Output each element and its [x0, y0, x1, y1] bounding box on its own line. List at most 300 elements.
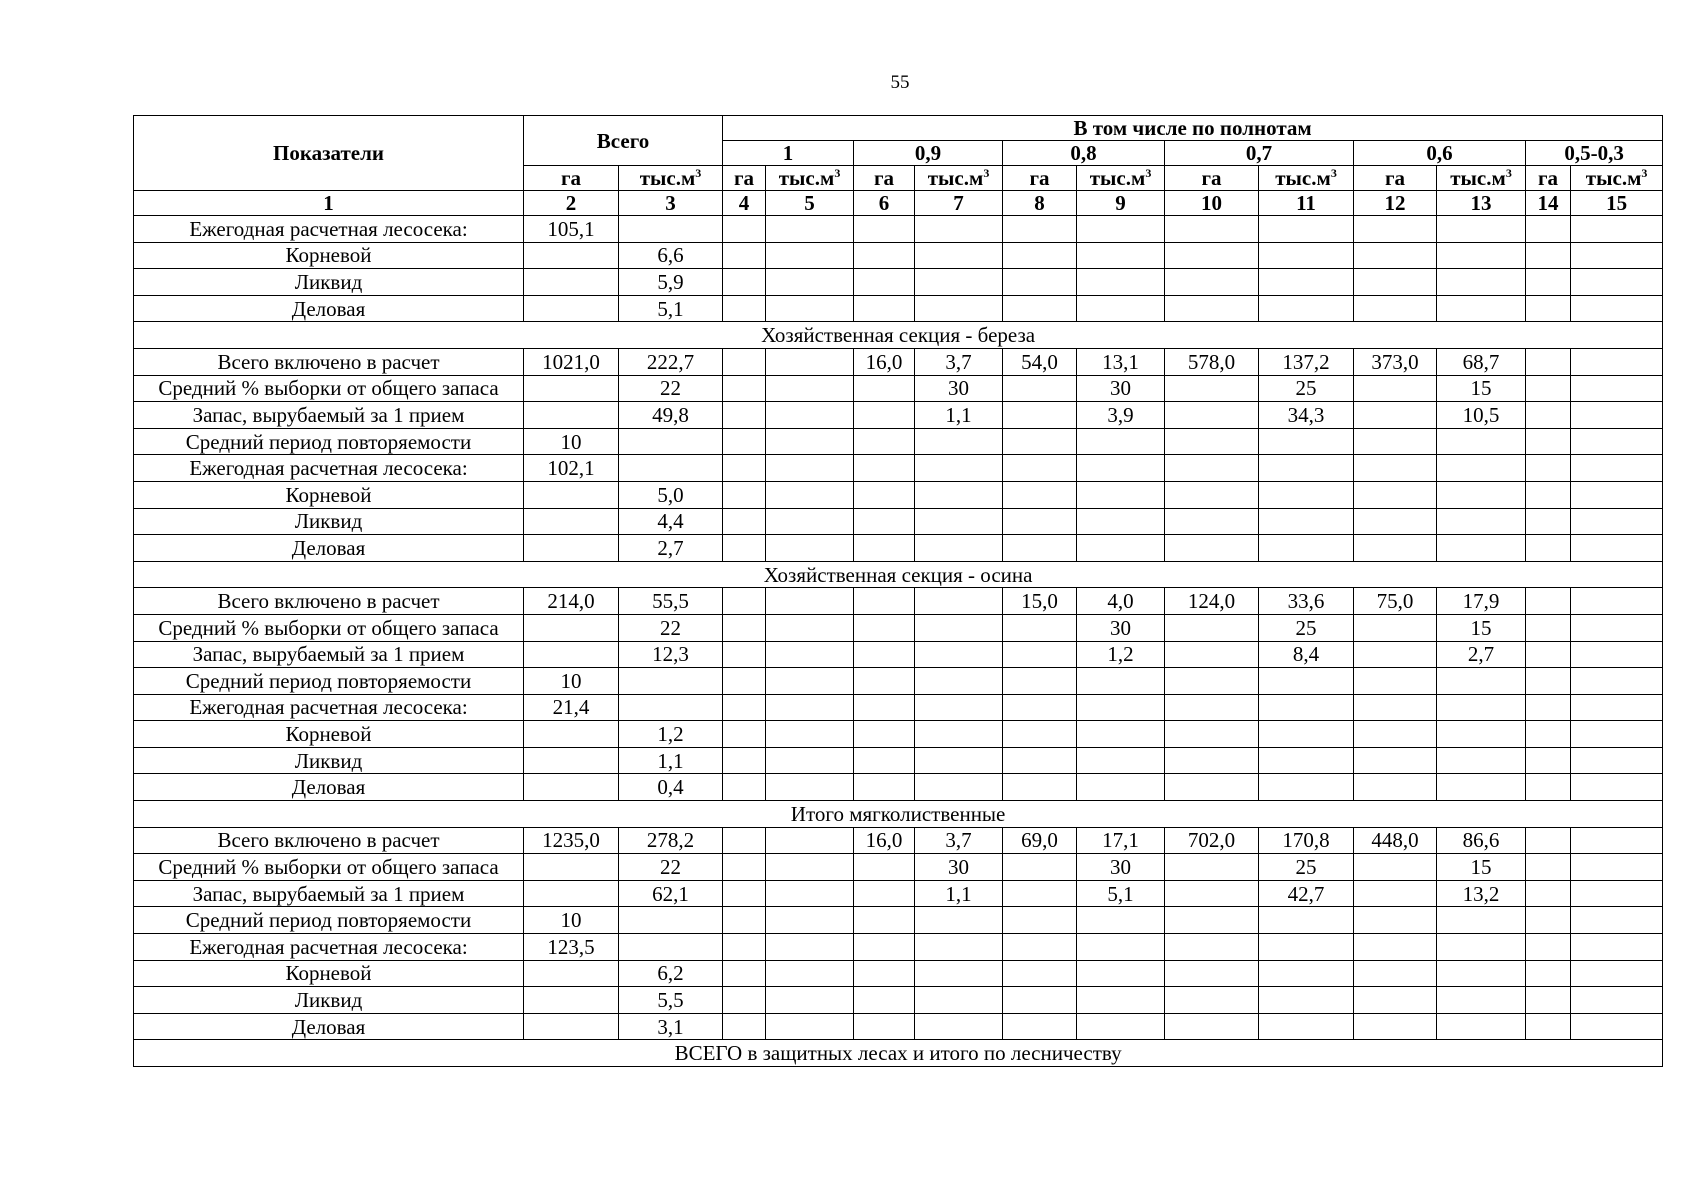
table-cell — [854, 402, 915, 429]
unit-volume-exponent: 3 — [1145, 166, 1152, 180]
table-cell — [1571, 402, 1663, 429]
table-cell: 68,7 — [1437, 348, 1526, 375]
table-cell — [1526, 827, 1571, 854]
table-cell — [1165, 614, 1259, 641]
table-row — [134, 535, 1663, 562]
table-cell: 62,1 — [619, 880, 723, 907]
table-cell: 5,5 — [619, 987, 723, 1014]
unit-volume — [1259, 166, 1354, 191]
table-cell: 214,0 — [524, 588, 619, 615]
table-cell — [915, 721, 1003, 748]
table-cell: 3,1 — [619, 1013, 723, 1040]
row-label: Средний период повторяемости — [134, 668, 524, 695]
table-cell — [1165, 987, 1259, 1014]
table-cell: 6,2 — [619, 960, 723, 987]
table-cell — [1003, 854, 1077, 881]
table-cell — [1526, 375, 1571, 402]
table-cell — [1165, 907, 1259, 934]
table-cell: 4,0 — [1077, 588, 1165, 615]
table-cell — [766, 508, 854, 535]
table-cell — [1259, 428, 1354, 455]
table-cell — [1077, 960, 1165, 987]
table-cell — [1259, 269, 1354, 296]
table-cell — [1354, 242, 1437, 269]
table-row — [134, 854, 1663, 881]
table-cell — [723, 854, 766, 881]
row-label: Ежегодная расчетная лесосека: — [134, 694, 524, 721]
table-cell — [723, 907, 766, 934]
row-label: Ликвид — [134, 987, 524, 1014]
table-cell: 30 — [1077, 375, 1165, 402]
table-cell — [1165, 934, 1259, 961]
table-cell — [766, 216, 854, 243]
table-cell — [723, 455, 766, 482]
table-cell — [1003, 614, 1077, 641]
unit-volume-text: тыс.м — [1450, 166, 1506, 190]
table-cell — [1003, 242, 1077, 269]
table-cell — [1437, 455, 1526, 482]
table-cell — [1571, 481, 1663, 508]
table-cell: 15 — [1437, 375, 1526, 402]
table-cell: 2,7 — [1437, 641, 1526, 668]
table-cell: 8,4 — [1259, 641, 1354, 668]
table-cell — [1077, 907, 1165, 934]
table-cell: 1,2 — [1077, 641, 1165, 668]
table-row — [134, 1013, 1663, 1040]
table-cell: 222,7 — [619, 348, 723, 375]
table-cell — [1003, 774, 1077, 801]
table-cell — [1354, 455, 1437, 482]
table-cell — [1437, 694, 1526, 721]
table-cell — [1077, 694, 1165, 721]
table-cell — [766, 934, 854, 961]
row-label: Средний период повторяемости — [134, 907, 524, 934]
table-cell: 30 — [915, 854, 1003, 881]
table-cell: 15,0 — [1003, 588, 1077, 615]
table-cell — [1003, 508, 1077, 535]
table-cell — [1437, 242, 1526, 269]
table-cell: 1021,0 — [524, 348, 619, 375]
table-cell — [1526, 242, 1571, 269]
table-cell — [1003, 1013, 1077, 1040]
table-cell — [1165, 774, 1259, 801]
unit-volume-text: тыс.м — [1585, 166, 1642, 190]
table-cell — [766, 907, 854, 934]
table-cell: 578,0 — [1165, 348, 1259, 375]
table-cell — [1259, 774, 1354, 801]
table-cell — [723, 774, 766, 801]
table-cell — [1003, 960, 1077, 987]
table-cell — [1259, 747, 1354, 774]
table-cell — [1354, 694, 1437, 721]
table-cell — [1526, 987, 1571, 1014]
table-cell — [1259, 242, 1354, 269]
table-cell — [1259, 216, 1354, 243]
table-cell — [1354, 402, 1437, 429]
table-cell — [1526, 295, 1571, 322]
table-row — [134, 960, 1663, 987]
table-cell — [915, 295, 1003, 322]
table-cell: 1,1 — [619, 747, 723, 774]
table-cell — [723, 481, 766, 508]
table-cell — [1354, 774, 1437, 801]
table-cell — [766, 402, 854, 429]
table-cell — [524, 375, 619, 402]
table-cell — [766, 481, 854, 508]
table-cell — [1571, 907, 1663, 934]
table-cell — [1437, 960, 1526, 987]
table-row — [134, 295, 1663, 322]
table-cell — [1526, 535, 1571, 562]
table-cell — [1003, 668, 1077, 695]
table-cell: 5,9 — [619, 269, 723, 296]
section-row — [134, 1040, 1663, 1067]
table-cell — [723, 747, 766, 774]
table-cell: 1,1 — [915, 880, 1003, 907]
table-cell — [1526, 1013, 1571, 1040]
table-cell — [524, 508, 619, 535]
table-cell: 30 — [1077, 614, 1165, 641]
header-density: 0,5-0,3 — [1526, 141, 1663, 166]
table-cell — [1526, 960, 1571, 987]
table-cell — [1437, 535, 1526, 562]
table-cell — [1571, 827, 1663, 854]
table-cell — [524, 880, 619, 907]
unit-volume-exponent: 3 — [1330, 166, 1337, 180]
table-cell: 75,0 — [1354, 588, 1437, 615]
table-cell — [1437, 774, 1526, 801]
table-cell — [723, 242, 766, 269]
table-cell: 170,8 — [1259, 827, 1354, 854]
section-title: Итого мягколиственные — [134, 801, 1663, 828]
unit-ha: га — [524, 166, 619, 191]
table-cell — [1526, 508, 1571, 535]
table-cell — [1165, 694, 1259, 721]
table-cell — [854, 216, 915, 243]
table-cell — [915, 216, 1003, 243]
header-density: 0,9 — [854, 141, 1003, 166]
table-cell: 17,1 — [1077, 827, 1165, 854]
table-cell: 3,9 — [1077, 402, 1165, 429]
table-row — [134, 880, 1663, 907]
table-cell: 4,4 — [619, 508, 723, 535]
row-label: Деловая — [134, 295, 524, 322]
table-cell — [915, 481, 1003, 508]
unit-volume-exponent: 3 — [695, 166, 702, 180]
table-cell — [619, 694, 723, 721]
table-cell — [1526, 907, 1571, 934]
table-cell — [915, 535, 1003, 562]
table-cell — [1354, 668, 1437, 695]
table-cell — [524, 774, 619, 801]
table-cell — [1003, 907, 1077, 934]
table-cell — [1259, 1013, 1354, 1040]
table-cell — [854, 960, 915, 987]
table-cell: 123,5 — [524, 934, 619, 961]
table-cell — [1571, 880, 1663, 907]
table-row — [134, 774, 1663, 801]
table-cell — [1003, 987, 1077, 1014]
table-cell — [1526, 694, 1571, 721]
table-row — [134, 508, 1663, 535]
unit-volume — [1571, 166, 1663, 191]
table-cell — [723, 428, 766, 455]
table-cell — [915, 588, 1003, 615]
row-label: Деловая — [134, 1013, 524, 1040]
table-cell — [915, 614, 1003, 641]
table-cell — [1437, 907, 1526, 934]
row-label: Ежегодная расчетная лесосека: — [134, 934, 524, 961]
table-cell — [1571, 455, 1663, 482]
header-density: 0,7 — [1165, 141, 1354, 166]
table-cell — [1571, 854, 1663, 881]
table-cell — [1077, 774, 1165, 801]
table-cell: 10,5 — [1437, 402, 1526, 429]
row-label: Ликвид — [134, 508, 524, 535]
table-cell — [723, 1013, 766, 1040]
table-cell — [1526, 641, 1571, 668]
table-cell — [766, 269, 854, 296]
table-row — [134, 614, 1663, 641]
column-number: 1 — [134, 191, 524, 216]
table-cell — [1259, 508, 1354, 535]
table-cell: 86,6 — [1437, 827, 1526, 854]
table-row — [134, 934, 1663, 961]
table-cell — [1165, 535, 1259, 562]
table-cell — [766, 668, 854, 695]
table-cell — [1259, 960, 1354, 987]
table-cell — [1526, 747, 1571, 774]
table-cell: 16,0 — [854, 827, 915, 854]
table-cell — [1437, 721, 1526, 748]
table-cell: 49,8 — [619, 402, 723, 429]
unit-volume-text: тыс.м — [1089, 166, 1146, 190]
table-cell — [854, 588, 915, 615]
table-cell — [1526, 428, 1571, 455]
table-cell — [723, 348, 766, 375]
table-cell — [915, 668, 1003, 695]
table-cell — [1526, 934, 1571, 961]
table-cell — [854, 721, 915, 748]
table-cell — [1354, 375, 1437, 402]
table-cell — [1526, 402, 1571, 429]
table-cell: 13,1 — [1077, 348, 1165, 375]
table-cell — [766, 588, 854, 615]
table-cell — [723, 269, 766, 296]
table-cell — [1165, 242, 1259, 269]
table-cell: 10 — [524, 668, 619, 695]
table-cell — [1165, 216, 1259, 243]
row-label: Всего включено в расчет — [134, 348, 524, 375]
table-row — [134, 269, 1663, 296]
table-cell — [1354, 960, 1437, 987]
table-cell — [1571, 428, 1663, 455]
table-row — [134, 402, 1663, 429]
unit-volume-text: тыс.м — [778, 166, 835, 190]
table-cell — [1571, 588, 1663, 615]
table-cell — [854, 455, 915, 482]
column-number: 12 — [1354, 191, 1437, 216]
table-cell — [524, 295, 619, 322]
table-cell — [524, 747, 619, 774]
table-cell — [854, 428, 915, 455]
column-number: 2 — [524, 191, 619, 216]
table-cell: 137,2 — [1259, 348, 1354, 375]
table-cell — [854, 1013, 915, 1040]
table-cell — [915, 694, 1003, 721]
table-cell — [1003, 375, 1077, 402]
table-cell: 33,6 — [1259, 588, 1354, 615]
table-cell — [1003, 694, 1077, 721]
table-cell: 5,1 — [619, 295, 723, 322]
column-number: 5 — [766, 191, 854, 216]
table-cell — [1526, 880, 1571, 907]
table-cell — [723, 508, 766, 535]
table-cell — [1165, 1013, 1259, 1040]
unit-volume-exponent: 3 — [1505, 166, 1512, 180]
column-number: 3 — [619, 191, 723, 216]
column-number: 6 — [854, 191, 915, 216]
table-cell — [1077, 535, 1165, 562]
table-cell — [1571, 216, 1663, 243]
column-number: 8 — [1003, 191, 1077, 216]
table-cell — [1077, 216, 1165, 243]
table-cell — [524, 614, 619, 641]
table-row — [134, 641, 1663, 668]
column-number: 13 — [1437, 191, 1526, 216]
table-cell: 15 — [1437, 854, 1526, 881]
unit-ha: га — [1165, 166, 1259, 191]
table-cell — [723, 694, 766, 721]
table-cell — [1571, 774, 1663, 801]
table-cell — [723, 880, 766, 907]
table-cell — [915, 934, 1003, 961]
table-cell — [1003, 216, 1077, 243]
table-cell — [766, 774, 854, 801]
table-cell — [1165, 295, 1259, 322]
table-cell — [1077, 481, 1165, 508]
table-cell — [915, 1013, 1003, 1040]
table-cell — [1003, 428, 1077, 455]
table-cell — [1571, 508, 1663, 535]
table-cell — [1437, 508, 1526, 535]
table-cell — [1077, 295, 1165, 322]
table-cell — [1354, 641, 1437, 668]
table-cell — [854, 934, 915, 961]
table-cell — [723, 934, 766, 961]
unit-ha: га — [1003, 166, 1077, 191]
table-cell — [1165, 721, 1259, 748]
table-cell — [1354, 428, 1437, 455]
table-row — [134, 455, 1663, 482]
table-cell — [854, 375, 915, 402]
table-cell — [1259, 934, 1354, 961]
table-cell — [1571, 375, 1663, 402]
table-cell — [723, 375, 766, 402]
table-cell — [1003, 295, 1077, 322]
table-cell — [915, 428, 1003, 455]
table-cell — [1437, 428, 1526, 455]
table-cell — [766, 348, 854, 375]
table-cell — [854, 987, 915, 1014]
table-cell — [766, 641, 854, 668]
header-total: Всего — [524, 116, 723, 166]
table-cell — [915, 455, 1003, 482]
table-cell — [524, 987, 619, 1014]
table-cell — [1354, 1013, 1437, 1040]
table-cell — [1437, 269, 1526, 296]
table-cell — [619, 455, 723, 482]
table-row — [134, 348, 1663, 375]
table-cell: 17,9 — [1437, 588, 1526, 615]
unit-ha: га — [854, 166, 915, 191]
table-cell — [1526, 721, 1571, 748]
header-density: 0,6 — [1354, 141, 1526, 166]
table-cell: 448,0 — [1354, 827, 1437, 854]
table-cell — [723, 641, 766, 668]
table-row — [134, 216, 1663, 243]
table-cell: 15 — [1437, 614, 1526, 641]
table-cell: 10 — [524, 907, 619, 934]
table-cell — [1571, 694, 1663, 721]
unit-volume-exponent: 3 — [834, 166, 841, 180]
table-cell — [766, 614, 854, 641]
table-cell: 3,7 — [915, 827, 1003, 854]
table-cell: 5,0 — [619, 481, 723, 508]
table-cell: 16,0 — [854, 348, 915, 375]
unit-ha: га — [1526, 166, 1571, 191]
table-cell — [723, 960, 766, 987]
table-cell — [619, 934, 723, 961]
unit-volume-text: тыс.м — [927, 166, 984, 190]
table-cell — [766, 428, 854, 455]
table-cell — [1437, 747, 1526, 774]
table-cell — [723, 987, 766, 1014]
table-cell: 30 — [1077, 854, 1165, 881]
table-cell — [854, 747, 915, 774]
table-cell — [1165, 641, 1259, 668]
table-cell — [1437, 668, 1526, 695]
table-cell: 373,0 — [1354, 348, 1437, 375]
table-cell — [1571, 668, 1663, 695]
table-cell — [915, 747, 1003, 774]
table-cell — [854, 508, 915, 535]
table-cell — [854, 694, 915, 721]
table-cell: 22 — [619, 614, 723, 641]
table-cell — [1259, 535, 1354, 562]
table-cell — [1003, 747, 1077, 774]
table-cell: 22 — [619, 854, 723, 881]
table-cell — [766, 1013, 854, 1040]
column-number: 10 — [1165, 191, 1259, 216]
table-cell — [1259, 721, 1354, 748]
table-cell — [1354, 907, 1437, 934]
row-label: Запас, вырубаемый за 1 прием — [134, 402, 524, 429]
unit-volume-exponent: 3 — [983, 166, 990, 180]
table-cell — [524, 242, 619, 269]
table-cell — [1165, 402, 1259, 429]
table-cell — [1165, 960, 1259, 987]
table-cell — [1354, 508, 1437, 535]
table-cell — [1437, 295, 1526, 322]
table-cell — [1437, 481, 1526, 508]
table-cell — [619, 216, 723, 243]
table-cell: 278,2 — [619, 827, 723, 854]
table-cell — [766, 880, 854, 907]
unit-volume — [1437, 166, 1526, 191]
table-cell: 105,1 — [524, 216, 619, 243]
table-cell — [1526, 348, 1571, 375]
